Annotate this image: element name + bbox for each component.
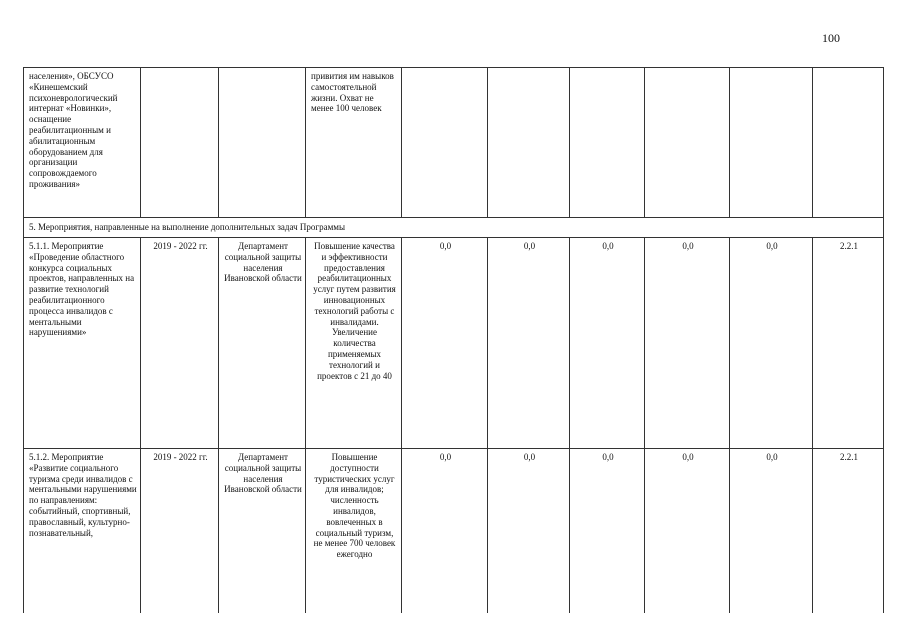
executor-cell: Департамент социальной защиты населения Ивановской области xyxy=(219,238,306,449)
value-cell: 0,0 xyxy=(402,238,488,449)
task-code-cell: 2.2.1 xyxy=(813,238,884,449)
measure-name-cell: 5.1.2. Мероприятие «Развитие социального туризма среди инвалидов с ментальными нарушениями по направлениям: событийный, спортивный, православный, культурно-познавательный, xyxy=(24,449,141,613)
value-cell: 0,0 xyxy=(570,238,645,449)
value-cell: 0,0 xyxy=(488,449,570,613)
value-cell xyxy=(570,68,645,218)
task-code-cell xyxy=(813,68,884,218)
value-cell xyxy=(402,68,488,218)
value-cell xyxy=(730,68,813,218)
section-title: 5. Мероприятия, направленные на выполнение дополнительных задач Программы xyxy=(24,218,884,238)
period-cell: 2019 - 2022 гг. xyxy=(141,449,219,613)
period-cell xyxy=(141,68,219,218)
table-row xyxy=(24,238,884,449)
expected-result-cell: привития им навыков самостоятельной жизни. Охват не менее 100 человек xyxy=(306,68,402,218)
executor-cell: Департамент социальной защиты населения Ивановской области xyxy=(219,449,306,613)
expected-result-cell: Повышение доступности туристических услуг для инвалидов; численность инвалидов, вовлеченных в социальный туризм, не менее 700 человек ежегодно xyxy=(306,449,402,613)
value-cell: 0,0 xyxy=(730,238,813,449)
table-row xyxy=(24,68,884,218)
program-table xyxy=(23,67,883,612)
value-cell: 0,0 xyxy=(570,449,645,613)
value-cell: 0,0 xyxy=(645,238,730,449)
period-cell: 2019 - 2022 гг. xyxy=(141,238,219,449)
value-cell: 0,0 xyxy=(730,449,813,613)
page-number: 100 xyxy=(822,31,840,45)
value-cell xyxy=(645,68,730,218)
measure-name-cell: 5.1.1. Мероприятие «Проведение областного конкурса социальных проектов, направленных на развитие технологий реабилитационного процесса инвалидов с ментальными нарушениями» xyxy=(24,238,141,449)
section-row xyxy=(24,218,884,238)
task-code-cell: 2.2.1 xyxy=(813,449,884,613)
value-cell: 0,0 xyxy=(402,449,488,613)
measure-name-cell: населения», ОБСУСО «Кинешемский психоневрологический интернат «Новинки», оснащение реабилитационным и абилитационным оборудованием для организации сопровождаемого проживания» xyxy=(24,68,141,218)
table-row xyxy=(24,449,884,613)
value-cell xyxy=(488,68,570,218)
value-cell: 0,0 xyxy=(645,449,730,613)
value-cell: 0,0 xyxy=(488,238,570,449)
executor-cell xyxy=(219,68,306,218)
expected-result-cell: Повышение качества и эффективности предоставления реабилитационных услуг путем развития инновационных технологий работы с инвалидами. Увеличение количества применяемых технологий и проектов с 21 до 40 xyxy=(306,238,402,449)
